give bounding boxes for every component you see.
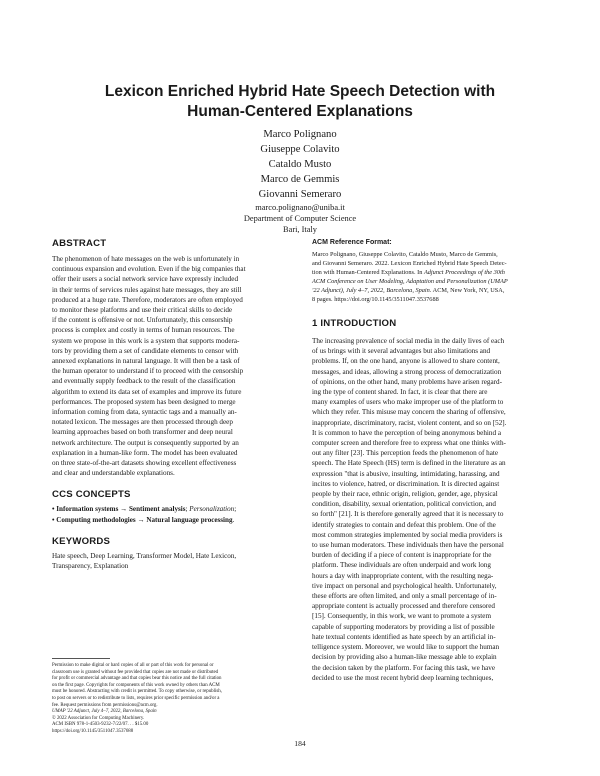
acm-reference-line: ACM Conference on User Modeling, Adaptation and Personalization (UMAP <box>312 278 508 285</box>
ccs-term: Sentiment analysis <box>128 505 186 514</box>
permission-footnote <box>52 663 296 736</box>
abstract-line: on three state-of-the-art datasets showing excellent effectiveness <box>52 459 237 468</box>
intro-line: of opinions, on the other hand, many problems have arisen regard- <box>312 377 502 386</box>
footnote-line: for profit or commercial advantage and that copies bear this notice and the full citation <box>52 676 222 682</box>
intro-line: The increasing prevalence of social media in the daily lives of each <box>312 337 505 345</box>
abstract-line: system we propose in this work is a system that supports modera- <box>52 336 240 345</box>
footnote-line: to post on servers or to redistribute to lists, requires prior specific permission and/or a <box>52 695 220 701</box>
keywords-body <box>52 551 296 571</box>
ccs-concepts <box>52 504 296 524</box>
abstract-line: annexed explanations in natural language. It will then be a task of <box>52 357 240 366</box>
abstract-line: performances. The proposed system has been designed to merge <box>52 397 236 406</box>
intro-line: condition, disability, sexual orientation, political conviction, and <box>312 500 496 509</box>
acm-reference-body <box>312 250 552 304</box>
intro-line: messages, and ideas, allowing a strong process of democratization <box>312 367 502 376</box>
footnote-line: must be honored. Abstracting with credit is permitted. To copy otherwise, or republish, <box>52 689 222 695</box>
intro-line: tive impact on personal and psychological health. Unfortunately, <box>312 581 497 590</box>
footnote-venue: UMAP '22 Adjunct, July 4–7, 2022, Barcelona, Spain <box>52 709 157 715</box>
abstract-line: continuous expansion and evolution. Even if the big companies that <box>52 265 246 274</box>
ccs-term: Natural language processing <box>146 515 233 524</box>
intro-line: telligence system. Moreover, we would like to support the human <box>312 643 500 652</box>
title-line: Human-Centered Explanations <box>187 103 413 120</box>
abstract-line: in their terms of services rules against hate messages, they are still <box>52 285 242 294</box>
keywords-line: Hate speech, Deep Learning, Transformer Model, Hate Lexicon, <box>52 551 237 560</box>
right-column <box>312 238 552 683</box>
paper-title <box>60 82 540 122</box>
intro-line: out any filter [23]. This perception feeds the phenomenon of hate <box>312 449 499 458</box>
footnote-line: classroom use is granted without fee provided that copies are not made or distributed <box>52 669 219 675</box>
ccs-term: • Computing methodologies <box>52 515 136 524</box>
intro-line: hate textual contents identified as hate speech by an artificial in- <box>312 632 496 641</box>
acm-reference-line: tion with Human-Centered Explanations. In Adjunct Proceedings of the 30th <box>312 269 505 276</box>
left-column <box>52 238 296 571</box>
abstract-line: learning approaches based on both transformer and deep neural <box>52 428 233 437</box>
keywords-heading: KEYWORDS <box>52 535 111 547</box>
intro-line: which they refer. This misuse may concern the sharing of offensive, <box>312 408 506 417</box>
acm-reference-line: and Giovanni Semeraro. 2022. Lexicon Enriched Hybrid Hate Speech Detec- <box>312 260 507 267</box>
intro-line: hours a day with inappropriate content, with the resulting nega- <box>312 571 494 580</box>
intro-line: identify strategies to contain and defeat this problem. One of the <box>312 520 496 529</box>
abstract-line: and clear and understandable explanations. <box>52 469 175 478</box>
intro-line: It is common to have the perception of being anonymous behind a <box>312 428 501 437</box>
abstract-line: to monitor these platforms and use their critical skills to decide <box>52 306 233 315</box>
introduction-heading: 1 INTRODUCTION <box>312 318 397 329</box>
intro-line: speech. The Hate Speech (HS) term is defined in the literature as an <box>312 459 506 468</box>
abstract-line: tors by providing them a set of candidate elements to censor with <box>52 346 239 355</box>
title-line: Lexicon Enriched Hybrid Hate Speech Detection with <box>104 83 496 100</box>
abstract-line: produced at a huge rate. Therefore, moderators are often employed <box>52 295 243 304</box>
intro-line: decided to use the most recent hybrid deep learning techniques, <box>312 673 494 682</box>
author-name: Marco Polignano <box>263 129 337 140</box>
intro-line: expression "that is abusive, insulting, intimidating, harassing, and <box>312 469 500 478</box>
intro-line: these efforts are often limited, and only a small percentage of in- <box>312 592 497 601</box>
abstract-heading: ABSTRACT <box>52 238 107 249</box>
author-name: Giovanni Semeraro <box>258 189 342 200</box>
abstract-line: network architecture. The output is consequently supported by an <box>52 438 239 447</box>
intro-line: [15]. Consequently, in this work, we want to promote a system <box>312 612 492 621</box>
acm-reference-heading: ACM Reference Format: <box>312 239 392 246</box>
abstract-line: process is complex and costly in terms of human resources. The <box>52 326 235 335</box>
arrow-icon: → <box>137 515 145 524</box>
intro-line: platform. These individuals are often underpaid and work long <box>312 561 491 570</box>
ccs-term: Personalization <box>189 505 235 514</box>
intro-line: of us brings with it several advantages but also limitations and <box>312 347 491 356</box>
abstract-line: information coming from data, syntactic tags and a manually an- <box>52 408 237 417</box>
author-block <box>150 127 450 235</box>
intro-line: so forth" [21]. It is therefore generally agreed that it is necessary to <box>312 510 504 519</box>
ccs-line: • Computing methodologies → Natural language processing. <box>52 515 235 524</box>
intro-line: computer screen and therefore free to express what one thinks with- <box>312 439 506 448</box>
intro-line: decision by providing also a human-like message able to explain <box>312 653 497 662</box>
footnote-line: on the first page. Copyrights for components of this work owned by others than ACM <box>52 682 220 688</box>
abstract-line: explanation in a human-like form. The model has been evaluated <box>52 448 238 457</box>
intro-line: many examples of users who make improper use of the platform to <box>312 398 504 407</box>
footnote-line: Permission to make digital or hard copies of all or part of this work for personal or <box>52 663 214 668</box>
footnote-copyright: © 2022 Association for Computing Machinery. <box>52 715 145 721</box>
abstract-line: the human operator to understand if to proceed with the censorship <box>52 367 244 376</box>
abstract-line: and eventually supply feedback to the result of the classification <box>52 377 236 386</box>
author-name: Cataldo Musto <box>268 159 332 170</box>
introduction-body <box>312 336 552 683</box>
author-name: Giuseppe Colavito <box>260 144 340 155</box>
intro-line: problems. If, on the one hand, anyone is allowed to share content, <box>312 357 500 366</box>
intro-line: inappropriate, discriminatory, racist, violent content, and so on [52]. <box>312 418 507 427</box>
page-number: 184 <box>294 739 306 748</box>
ccs-term: • Information systems <box>52 505 119 514</box>
acm-reference-line: Marco Polignano, Giuseppe Colavito, Cataldo Musto, Marco de Gemmis, <box>312 251 498 258</box>
footnote-doi[interactable]: https://doi.org/10.1145/3511047.3537688 <box>52 728 134 734</box>
footnote-line: fee. Request permissions from permissions@acm.org. <box>52 702 158 708</box>
intro-line: people by their race, ethnic origin, religion, gender, age, physical <box>312 490 498 499</box>
intro-line: burden of deciding if a piece of content is inappropriate for the <box>312 551 492 560</box>
footnote-divider <box>52 658 110 659</box>
intro-line: most common strategies implemented by social media providers is <box>312 530 503 539</box>
abstract-body <box>52 254 296 478</box>
abstract-line: The phenomenon of hate messages on the web is unfortunately in <box>52 255 240 263</box>
ccs-line: • Information systems → Sentiment analysis; Personalization; <box>52 505 237 514</box>
intro-line: incites to violence, hatred, or discrimination. It is directed against <box>312 479 500 488</box>
arrow-icon: → <box>120 505 128 514</box>
intro-line: appropriate content is actually processed and therefore censored <box>312 602 495 611</box>
abstract-line: algorithm to extend its data set of examples and improve its future <box>52 387 242 396</box>
author-email: marco.polignano@uniba.it <box>255 203 345 212</box>
intro-line: capable of supporting moderators by providing a list of possible <box>312 622 495 631</box>
intro-line: the decision taken by the platform. For facing this task, we have <box>312 663 496 672</box>
author-location: Bari, Italy <box>283 225 317 234</box>
abstract-line: notated lexicon. The messages are then processed through deep <box>52 418 233 427</box>
abstract-line: offer their users a social network service have expressly included <box>52 275 239 284</box>
author-department: Department of Computer Science <box>243 214 357 223</box>
keywords-line: Transparency, Explanation <box>52 562 129 571</box>
abstract-line: if the content is offensive or not. Unfortunately, this censorship <box>52 316 233 325</box>
footnote-isbn: ACM ISBN 978-1-4503-9232-7/22/07. . . $15.00 <box>52 722 149 728</box>
intro-line: ing the type of content shared. In fact, it is clear that there are <box>312 388 488 397</box>
author-name: Marco de Gemmis <box>260 174 340 185</box>
acm-reference-line: '22 Adjunct), July 4–7, 2022, Barcelona, Spain. ACM, New York, NY, USA, <box>312 287 505 294</box>
acm-reference-line: 8 pages. https://doi.org/10.1145/3511047.3537688 <box>312 296 439 303</box>
ccs-heading: CCS CONCEPTS <box>52 489 131 501</box>
intro-line: to use human moderators. These individuals then have the personal <box>312 541 504 550</box>
